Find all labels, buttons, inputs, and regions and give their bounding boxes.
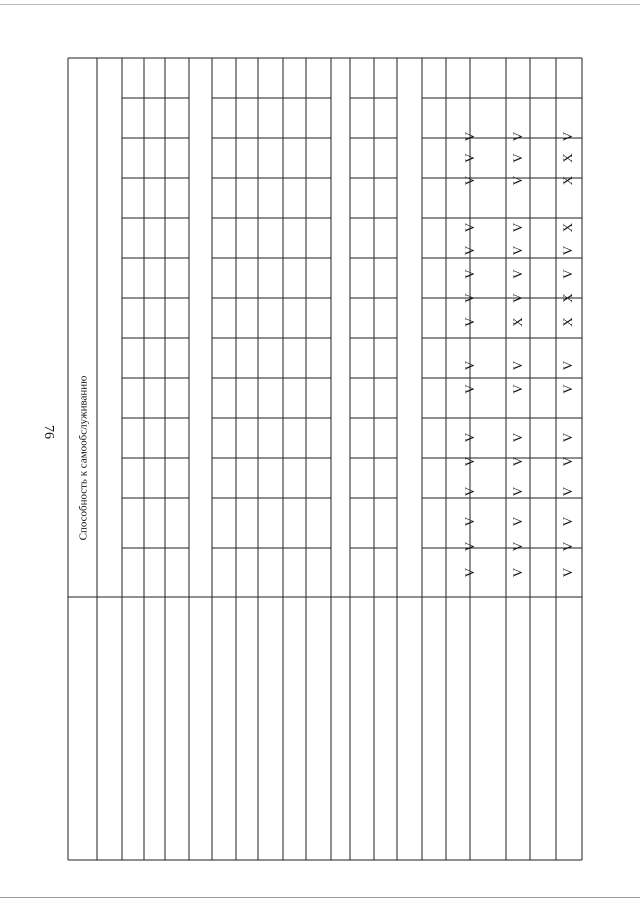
assessment-mark: V [560, 131, 575, 142]
assessment-mark: V [510, 432, 525, 443]
assessment-mark: X [560, 317, 575, 327]
table-header: Способность к самообслуживанию [77, 375, 90, 541]
assessment-mark: V [560, 245, 575, 256]
assessment-mark: V [462, 360, 477, 371]
assessment-mark: V [462, 317, 477, 327]
assessment-mark: V [510, 360, 525, 371]
assessment-mark: V [510, 541, 525, 552]
assessment-mark: V [510, 456, 525, 467]
assessment-mark: V [462, 516, 477, 527]
assessment-mark: X [560, 222, 575, 233]
assessment-mark: V [560, 516, 575, 527]
assessment-mark: V [462, 432, 477, 443]
assessment-mark: V [510, 567, 525, 578]
assessment-mark: V [462, 384, 477, 394]
assessment-mark: V [560, 456, 575, 467]
assessment-mark: V [462, 269, 477, 279]
assessment-mark: V [462, 486, 477, 497]
assessment-mark: V [462, 567, 477, 578]
assessment-mark: V [510, 153, 525, 163]
assessment-mark: V [510, 384, 525, 394]
assessment-mark: X [560, 153, 575, 163]
assessment-mark: V [462, 293, 477, 303]
assessment-mark: X [510, 317, 525, 327]
assessment-mark: X [560, 293, 575, 303]
assessment-mark: V [510, 131, 525, 142]
assessment-mark: V [560, 432, 575, 443]
assessment-mark: V [510, 516, 525, 527]
assessment-mark: V [462, 456, 477, 467]
page-number: 76 [41, 425, 56, 439]
assessment-mark: V [510, 269, 525, 279]
assessment-mark: V [560, 486, 575, 497]
bottom-edge-line [0, 897, 640, 898]
assessment-mark: V [462, 245, 477, 256]
assessment-mark: V [462, 175, 477, 186]
assessment-mark: V [560, 269, 575, 279]
assessment-mark: V [462, 541, 477, 552]
assessment-mark: V [560, 567, 575, 578]
assessment-mark: V [510, 245, 525, 256]
assessment-mark: V [510, 175, 525, 186]
assessment-mark: V [462, 222, 477, 233]
assessment-mark: V [510, 486, 525, 497]
assessment-mark: V [560, 384, 575, 394]
assessment-mark: V [560, 541, 575, 552]
assessment-mark: V [462, 131, 477, 142]
assessment-mark: X [560, 175, 575, 186]
assessment-mark: V [462, 153, 477, 163]
assessment-mark: V [560, 360, 575, 371]
assessment-mark: V [510, 222, 525, 233]
assessment-mark: V [510, 293, 525, 303]
